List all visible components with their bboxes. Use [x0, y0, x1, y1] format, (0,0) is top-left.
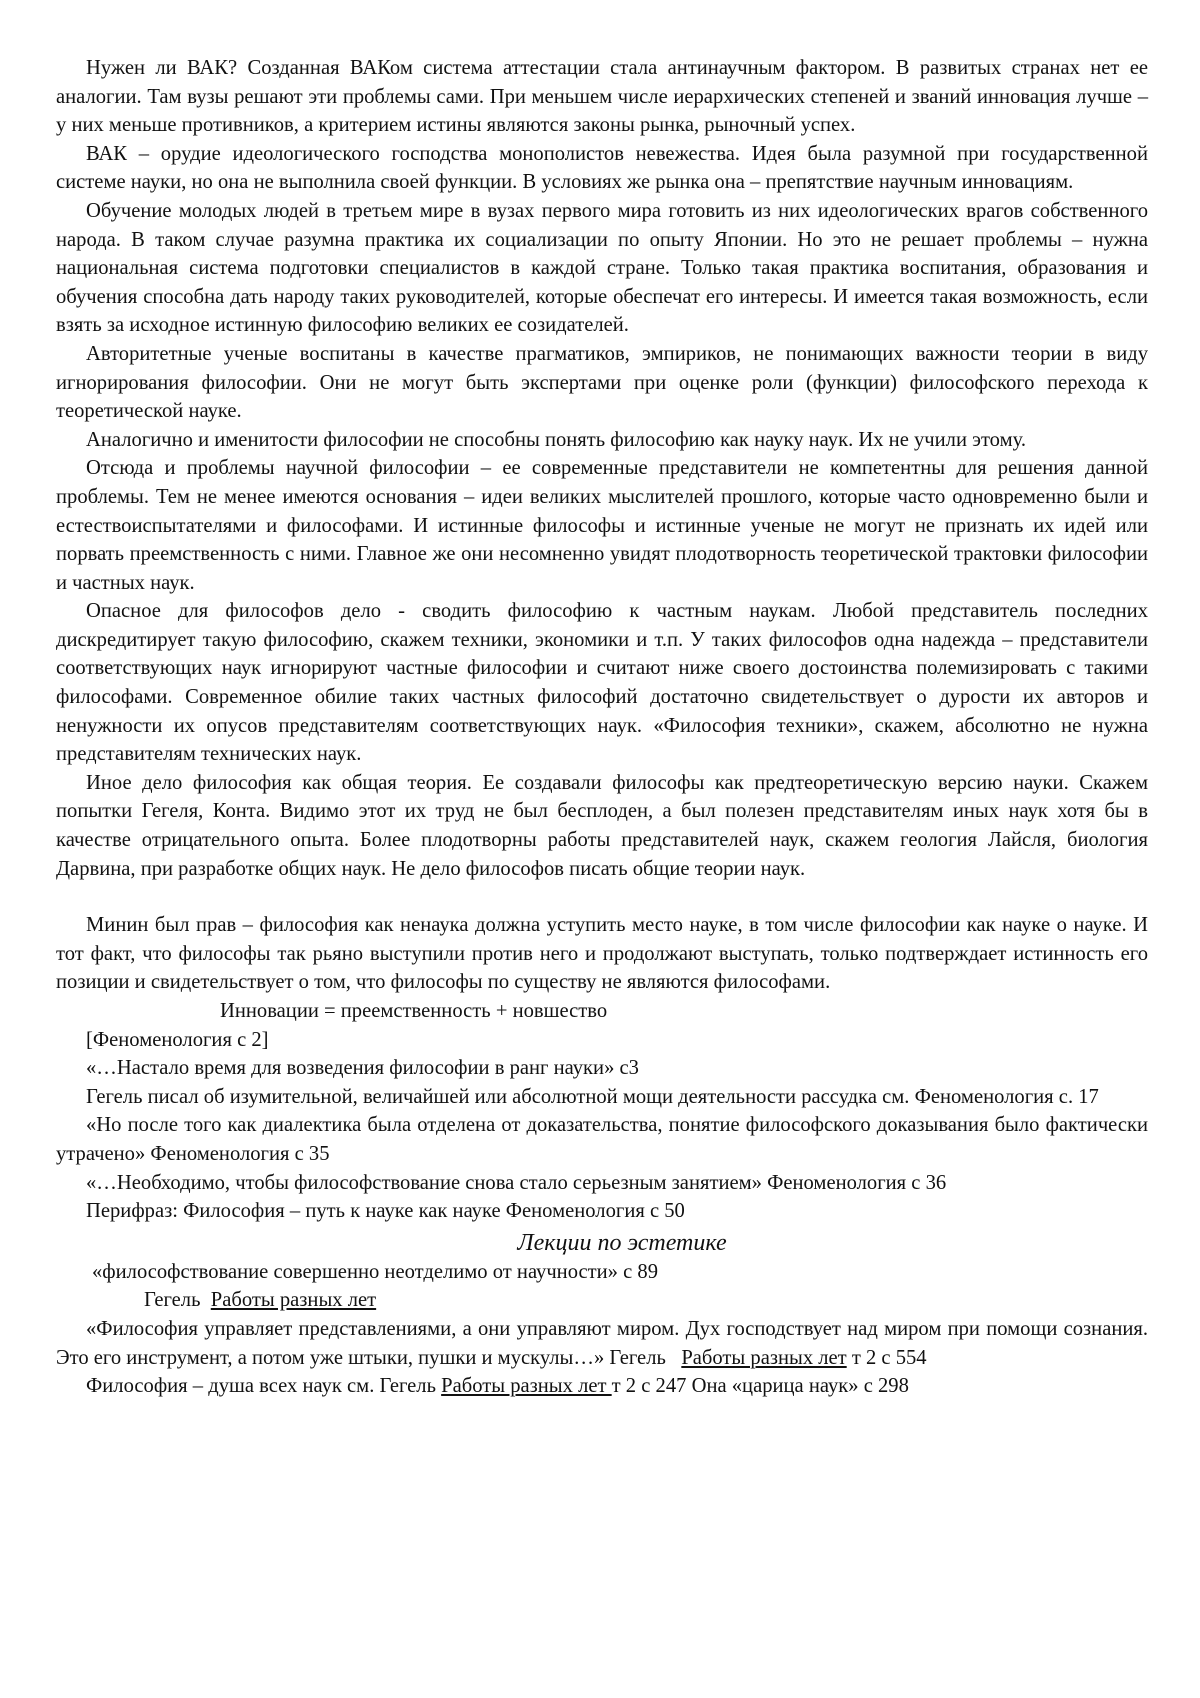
last-line-link: Работы разных лет [441, 1375, 612, 1398]
blank-line [56, 883, 1148, 911]
final-quote [56, 1315, 1148, 1372]
paragraph-general-theory: Иное дело философия как общая теория. Ее создавали философы как предтеоретическую версию науки. Скажем попытки Гегеля, Конта. Видимо этот их труд не был бесплоден, а был полезен представителям иных наук хотя бы в качестве отрицательного опыта. Более плодотворны работы представителей наук, скажем геология Лайсля, биология Дарвина, при разработке общих наук. Не дело философов писать общие теории наук. [56, 771, 1148, 880]
paragraph-similarly: Аналогично и именитости философии не способны понять философию как науку наук. Их не учили этому. [86, 428, 1027, 451]
paragraph-problems: Отсюда и проблемы научной философии – ее современные представители не компетентны для решения данной проблемы. Тем не менее имеются основания – идеи великих мыслителей прошлого, которые часто одновременно были и естествоиспытателями и философами. И истинные философы и истинные ученые не могут не признать их идей или порвать преемственность с ними. Главное же они несомненно увидят плодотворность теоретической трактовки философии и частных наук. [56, 457, 1148, 594]
paragraph-dangerous: Опасное для философов дело - сводить философию к частным наукам. Любой представитель последних дискредитирует такую философию, скажем техники, экономики и т.п. У таких философов одна надежда – представители соответствующих наук игнорируют частные философии и считают ниже своего достоинства полемизировать с такими философами. Современное обилие таких частных философий достаточно свидетельствует о дурости их авторов и ненужности их опусов представителям соответствующих наук. «Философия техники», скажем, абсолютно не нужна представителям технических наук. [56, 600, 1148, 766]
last-line [56, 1372, 1148, 1401]
paragraph-education: Обучение молодых людей в третьем мире в вузах первого мира готовить из них идеологических врагов собственного народа. В таком случае разумна практика их социализации по опыту Японии. Но это не решает проблемы – нужна национальная система подготовки специалистов в каждой стране. Только такая практика воспитания, образования и обучения способна дать народу таких руководителей, которые обеспечат его интересы. И имеется такая возможность, если взять за исходное истинную философию великих ее созидателей. [56, 199, 1148, 337]
last-line-after: т 2 с 247 Она «царица наук» с 298 [611, 1375, 909, 1398]
last-line-before: Философия – душа всех наук см. Гегель [86, 1375, 442, 1398]
document-page [56, 54, 1148, 1401]
paragraph-authoritative-scientists: Авторитетные ученые воспитаны в качестве прагматиков, эмпириков, не понимающих важности теории в виду игнорирования философии. Они не могут быть экспертами при оценке роли (функции) философского перехода к теоретической науке. [56, 342, 1148, 423]
final-quote-link: Работы разных лет [681, 1346, 847, 1369]
hegel-understanding: Гегель писал об изумительной, величайшей или абсолютной мощи деятельности рассудка см. Феноменология с. 17 [86, 1085, 1099, 1108]
formula-line: Инновации = преемственность + новшество [220, 1000, 608, 1022]
hegel-author: Гегель [144, 1289, 201, 1312]
paragraph-vak-tool: ВАК – орудие идеологического господства монополистов невежества. Идея была разумной при государственной системе науки, но она не выполнила своей функции. В условиях же рынка она – препятствие научным инновациям. [56, 142, 1148, 194]
quote-serious: «…Необходимо, чтобы философствование снова стало серьезным занятием» Феноменология с 36 [86, 1171, 947, 1194]
paragraph-minin: Минин был прав – философия как ненаука должна уступить место науке, в том числе философии как науке о науке. И тот факт, что философы так рьяно выступили против него и продолжают выступать, только подтверждает истинность его позиции и свидетельствует о том, что философы по существу не являются философами. [56, 914, 1148, 994]
works-title: Работы разных лет [210, 1289, 377, 1312]
quote-dialectics: «Но после того как диалектика была отделена от доказательства, понятие философского доказывания было фактически утрачено» Феноменология с 35 [56, 1114, 1148, 1165]
paraphrase-line: Перифраз: Философия – путь к науке как науке Феноменология с 50 [86, 1200, 685, 1223]
aesthetics-heading: Лекции по эстетике [517, 1229, 727, 1256]
final-quote-tail: т 2 с 554 [846, 1346, 927, 1369]
aesthetics-quote: «философствование совершенно неотделимо от научности» с 89 [92, 1260, 659, 1283]
quote-science-rank: «…Настало время для возведения философии в ранг науки» с3 [86, 1057, 639, 1080]
final-quote-text: «Философия управляет представлениями, а они управляют миром. Дух господствует над миром при помощи сознания. Это его инструмент, а потом уже штыки, пушки и мускулы…» Гегель [56, 1317, 1148, 1369]
hegel-works-line [56, 1286, 1148, 1315]
ref-phenomenology: [Феноменология с 2] [86, 1028, 269, 1051]
paragraph-vak-needed: Нужен ли ВАК? Созданная ВАКом система аттестации стала антинаучным фактором. В развитых странах нет ее аналогии. Там вузы решают эти проблемы сами. При меньшем числе иерархических степеней и званий инновация лучше – у них меньше противников, а критерием истины являются законы рынка, рыночный успех. [56, 57, 1148, 137]
